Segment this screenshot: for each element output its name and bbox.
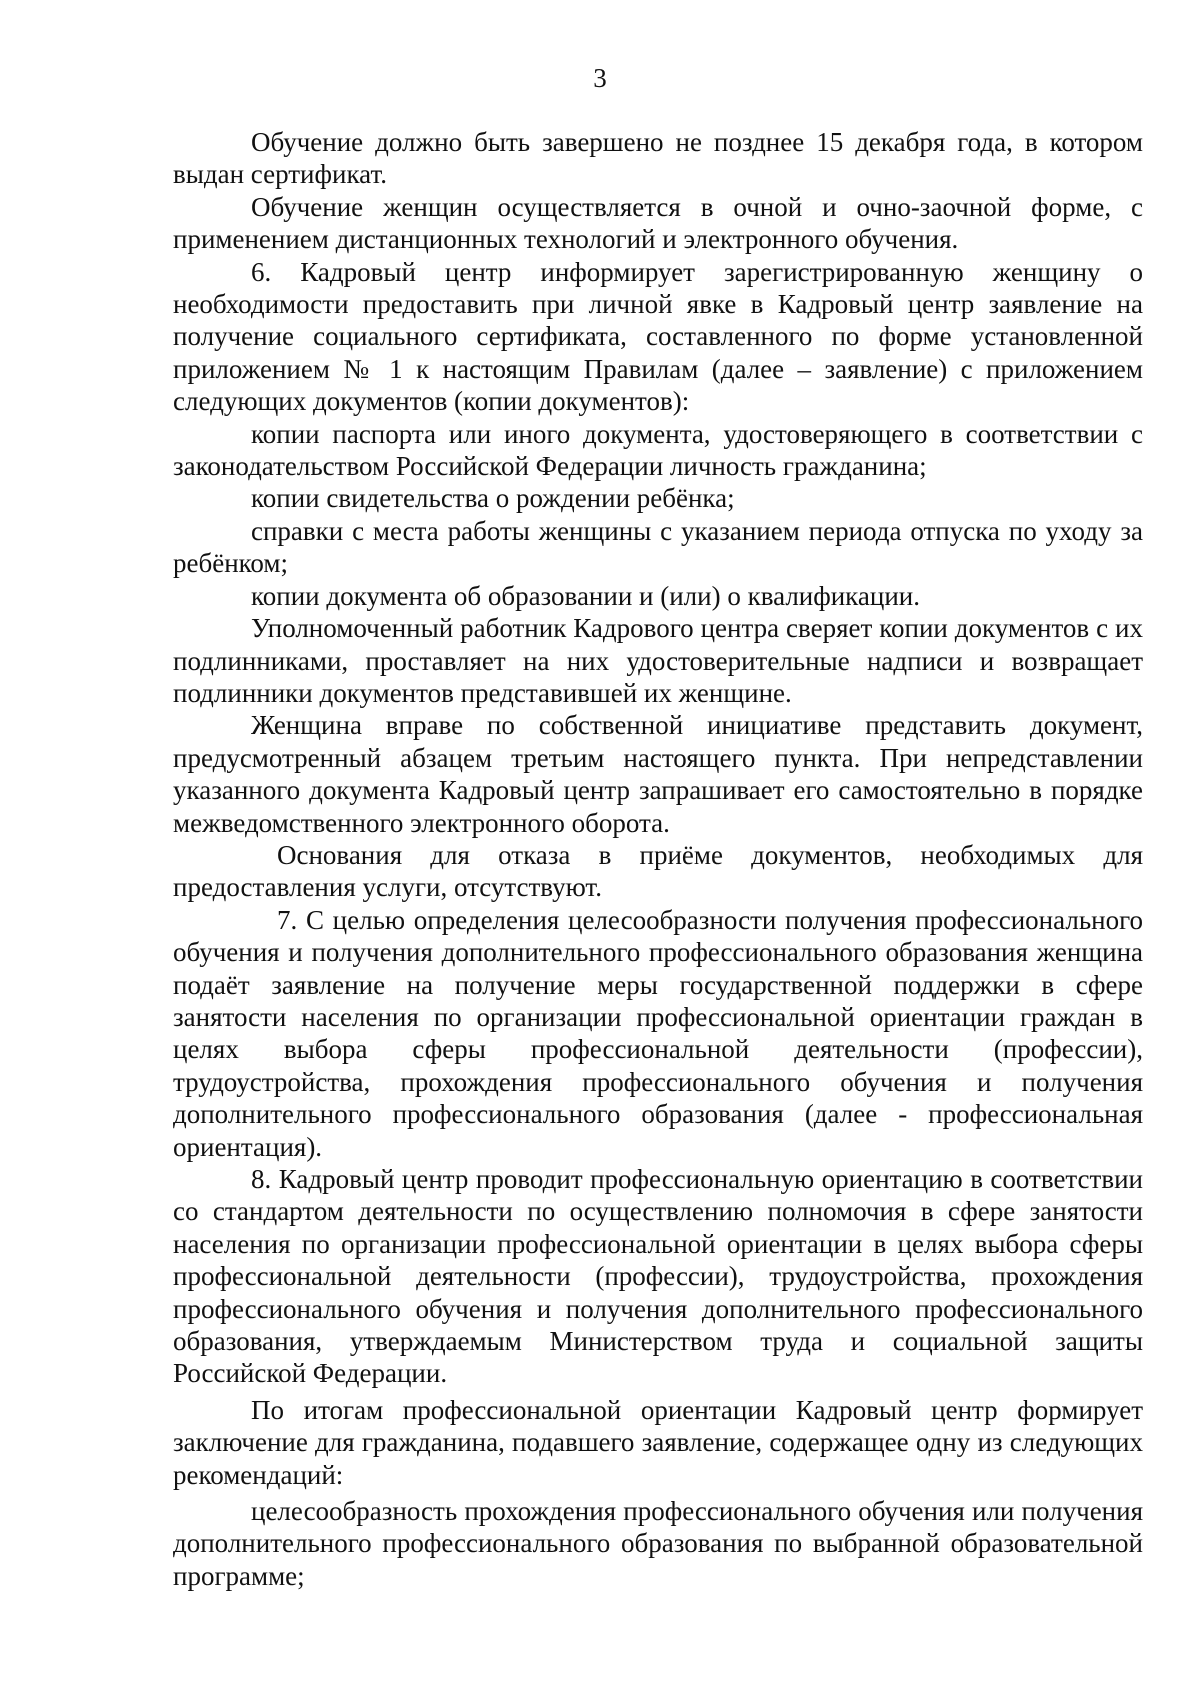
paragraph: Уполномоченный работник Кадрового центра сверяет копии документов с их подлинниками, проставляет на них удостоверительные надписи и возвращает подлинники документов представившей их женщине. — [173, 613, 1143, 708]
paragraph: По итогам профессиональной ориентации Кадровый центр формирует заключение для гражданина, подавшего заявление, содержащее одну из следующих рекомендаций: — [173, 1394, 1143, 1490]
paragraph: Обучение женщин осуществляется в очной и очно-заочной форме, с применением дистанционных технологий и электронного обучения. — [173, 191, 1143, 255]
document-body — [173, 126, 1143, 1592]
paragraph: Обучение должно быть завершено не позднее 15 декабря года, в котором выдан сертификат. — [173, 127, 1143, 190]
paragraph: копии паспорта или иного документа, удостоверяющего в соответствии с законодательством Российской Федерации личность гражданина; — [173, 418, 1143, 482]
paragraph: копии документа об образовании и (или) о квалификации. — [251, 580, 920, 611]
paragraph: справки с места работы женщины с указанием периода отпуска по уходу за ребёнком; — [173, 515, 1143, 579]
paragraph: Основания для отказа в приёме документов, необходимых для предоставления услуги, отсутствуют. — [173, 839, 1143, 903]
paragraph: Женщина вправе по собственной инициативе представить документ, предусмотренный абзацем третьим настоящего пункта. При непредставлении указанного документа Кадровый центр запрашивает его самостоятельно в порядке межведомственного электронного оборота. — [173, 710, 1143, 838]
paragraph: 7. С целью определения целесообразности получения профессионального обучения и получения дополнительного профессионального образования женщина подаёт заявление на получение меры государственной поддержки в сфере занятости населения по организации профессиональной ориентации граждан в целях выбора сферы профессиональной деятельности (профессии), трудоустройства, прохождения профессионального обучения и получения дополнительного профессионального образования (далее - профессиональная ориентация). — [173, 904, 1143, 1162]
page-number: 3 — [593, 63, 607, 93]
paragraph: целесообразность прохождения профессионального обучения или получения дополнительного профессионального образования по выбранной образовательной программе; — [173, 1496, 1143, 1591]
paragraph: 6. Кадровый центр информирует зарегистрированную женщину о необходимости предоставить при личной явке в Кадровый центр заявление на получение социального сертификата, составленного по форме установленной приложением № 1 к настоящим Правилам (далее – заявление) с приложением следующих документов (копии документов): — [173, 256, 1143, 417]
paragraph: копии свидетельства о рождении ребёнка; — [251, 483, 735, 514]
paragraph: 8. Кадровый центр проводит профессиональную ориентацию в соответствии со стандартом деятельности по осуществлению полномочия в сфере занятости населения по организации профессиональной ориентации в целях выбора сферы профессиональной деятельности (профессии), трудоустройства, прохождения профессионального обучения и получения дополнительного профессионального образования, утверждаемым Министерством труда и социальной защиты Российской Федерации. — [173, 1164, 1143, 1389]
